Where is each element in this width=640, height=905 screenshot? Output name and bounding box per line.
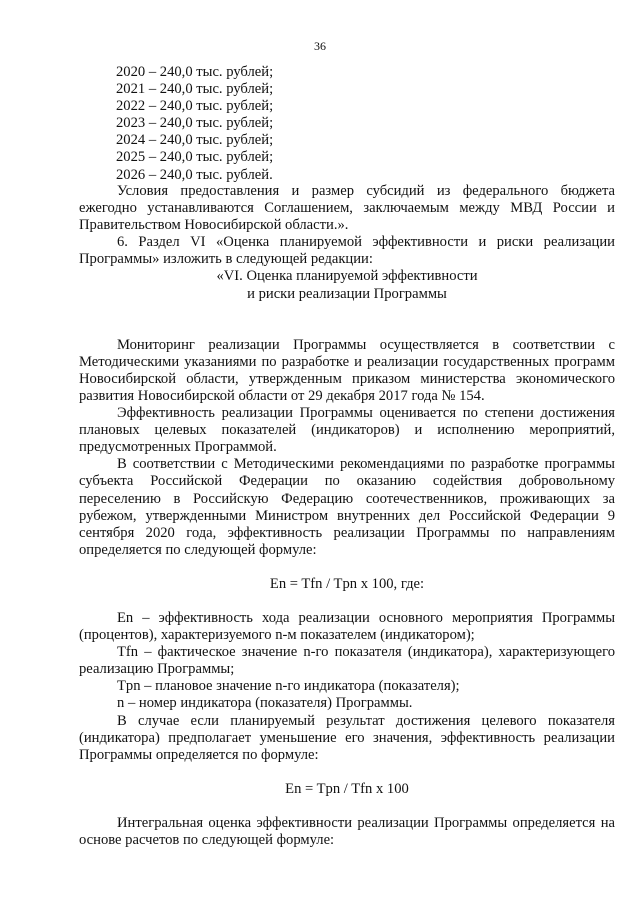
funding-year-line: 2024 – 240,0 тыс. рублей;: [116, 132, 274, 149]
paragraph-subsidy-conditions: Условия предоставления и размер субсидий из федерального бюджета ежегодно устанавливаются Соглашением, заключаемым между МВД России и Правительством Новосибирской области.».: [79, 183, 615, 234]
paragraph-section-amendment: 6. Раздел VI «Оценка планируемой эффективности и риски реализации Программы» изложить в следующей редакции:: [79, 234, 615, 268]
section-title-line-1: «VI. Оценка планируемой эффективности: [216, 268, 478, 285]
paragraph-integral-assessment: Интегральная оценка эффективности реализации Программы определяется на основе расчетов по следующей формуле:: [79, 814, 615, 848]
funding-year-line: 2026 – 240,0 тыс. рублей.: [116, 166, 273, 183]
formula-inverse: En = Tpn / Tfn x 100: [285, 780, 409, 797]
funding-year-line: 2023 – 240,0 тыс. рублей;: [116, 115, 274, 132]
definition-tpn: Tpn – плановое значение n-го индикатора (показателя);: [117, 678, 460, 695]
funding-year-line: 2022 – 240,0 тыс. рублей;: [116, 98, 274, 115]
funding-year-line: 2021 – 240,0 тыс. рублей;: [116, 81, 274, 98]
paragraph-decrease-case: В случае если планируемый результат достижения целевого показателя (индикатора) предполагает уменьшение его значения, эффективность реализации Программы определяется по формуле:: [79, 712, 615, 763]
definition-n: n – номер индикатора (показателя) Программы.: [117, 695, 413, 712]
funding-year-line: 2020 – 240,0 тыс. рублей;: [116, 64, 274, 80]
section-title-line-2: и риски реализации Программы: [247, 285, 447, 302]
page-number: 36: [314, 39, 326, 53]
paragraph-efficiency: Эффективность реализации Программы оценивается по степени достижения плановых целевых показателей (индикаторов) и исполнению мероприятий, предусмотренных Программой.: [79, 405, 615, 456]
paragraph-methodology: В соответствии с Методическими рекомендациями по разработке программы субъекта Российской Федерации по оказанию содействия добровольному переселению в Российскую Федерацию соотечественников, проживающих за рубежом, утвержденными Министром внутренних дел Российской Федерации 9 сентября 2020 года, эффективность реализации Программы по направлениям определяется по следующей формуле:: [79, 456, 615, 558]
paragraph-monitoring: Мониторинг реализации Программы осуществляется в соответствии с Методическими указаниями по разработке и реализации государственных программ Новосибирской области, утвержденным приказом министерства экономического развития Новосибирской области от 29 декабря 2017 года № 154.: [79, 336, 615, 404]
funding-year-line: 2025 – 240,0 тыс. рублей;: [116, 149, 274, 166]
funding-years-list: [116, 64, 273, 184]
body-text: [79, 183, 615, 849]
definition-tfn: Tfn – фактическое значение n-го показателя (индикатора), характеризующего реализацию Программы;: [79, 644, 615, 678]
definition-en: En – эффективность хода реализации основного мероприятия Программы (процентов), характеризуемого n-м показателем (индикатором);: [79, 609, 615, 644]
formula-efficiency: En = Tfn / Tpn x 100, где:: [269, 575, 425, 592]
